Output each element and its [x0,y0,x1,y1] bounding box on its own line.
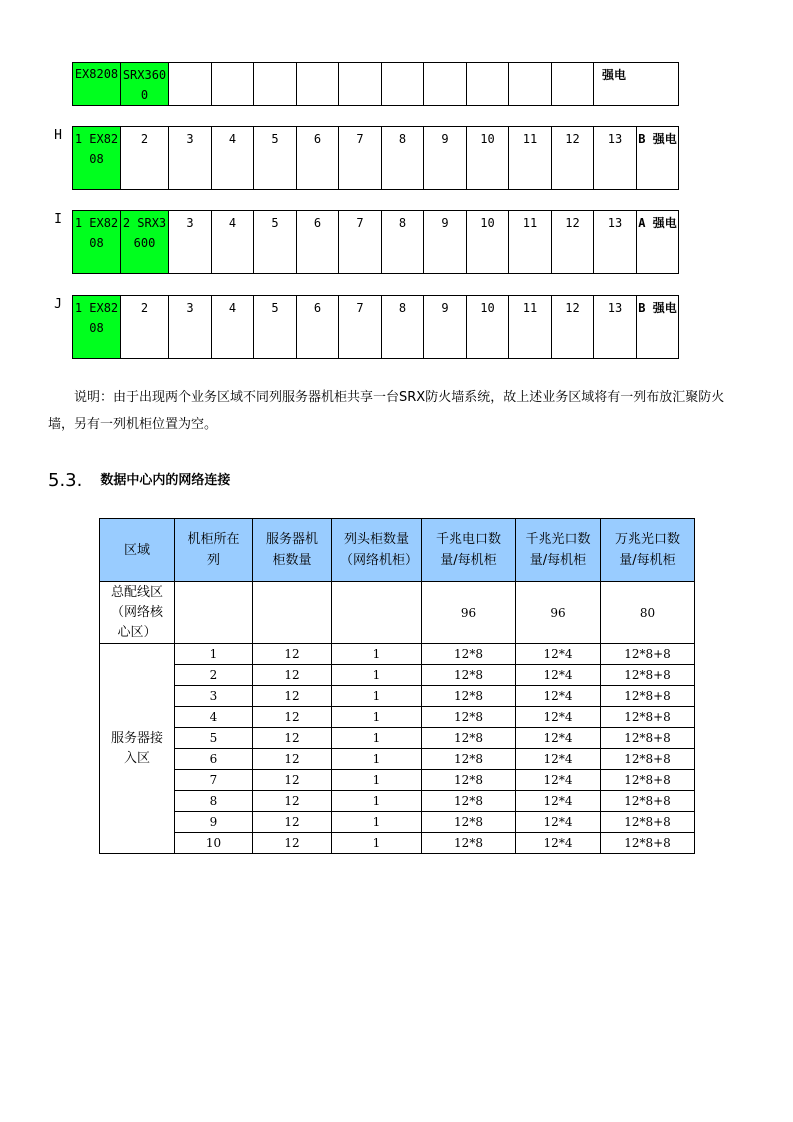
rack-cell: 4 [212,211,254,274]
table-cell: 12*8+8 [601,812,695,833]
rack-cell: 1 EX8208 [73,296,121,359]
rack-cell: 10 [467,127,509,190]
table-cell [175,582,253,644]
rack-cell: 2 [121,296,169,359]
table-cell [253,582,332,644]
column-header: 区域 [100,519,175,582]
table-cell: 3 [175,686,253,707]
table-cell: 12*8+8 [601,707,695,728]
table-cell: 12*8+8 [601,791,695,812]
table-cell: 12*4 [516,812,601,833]
table-cell: 12*4 [516,833,601,854]
rack-cell: 2 SRX3600 [121,211,169,274]
table-cell: 12*8+8 [601,749,695,770]
table-row [100,833,695,854]
rack-cell: 12 [552,211,594,274]
table-cell: 12 [253,644,332,665]
table-cell: 12*8 [422,707,516,728]
table-cell: 1 [332,770,422,791]
rack-row-top [72,62,678,106]
table-cell: 1 [332,665,422,686]
rack-power-cell: A 强电 [637,211,679,274]
rack-cell [552,63,594,106]
rack-power-cell: B 强电 [637,296,679,359]
table-cell: 7 [175,770,253,791]
rack-cell: 11 [509,127,552,190]
rack-cell: 6 [297,127,339,190]
table-row [100,665,695,686]
rack-cell: 4 [212,296,254,359]
rack-cell: 3 [169,211,212,274]
table-row [100,749,695,770]
rack-cell [297,63,339,106]
rack-cell: EX8208 [73,63,121,106]
rack-row-j [54,295,678,359]
section-title: 数据中心内的网络连接 [100,473,231,488]
rack-cell [467,63,509,106]
table-cell: 96 [516,582,601,644]
rack-cell: 2 [121,127,169,190]
table-row [100,728,695,749]
rack-row-label: H [54,128,62,143]
rack-cell: SRX3600 [121,63,169,106]
table-row [100,770,695,791]
table-cell: 4 [175,707,253,728]
table-cell: 6 [175,749,253,770]
table-cell: 12*8 [422,665,516,686]
table-cell: 12*8 [422,833,516,854]
table-row [100,686,695,707]
rack-cell: 11 [509,211,552,274]
table-row [100,644,695,665]
rack-power-cell: B 强电 [637,127,679,190]
column-header: 千兆光口数量/每机柜 [516,519,601,582]
table-cell: 1 [332,686,422,707]
table-cell: 12 [253,707,332,728]
table-cell: 12*8 [422,770,516,791]
table-cell: 12*4 [516,791,601,812]
rack-cell: 12 [552,127,594,190]
rack-power-cell: 强电 [594,63,679,106]
table-cell: 12 [253,728,332,749]
table-cell: 1 [332,833,422,854]
table-row [100,791,695,812]
table-cell: 12*8+8 [601,665,695,686]
table-cell: 12*4 [516,644,601,665]
table-cell: 12 [253,686,332,707]
table-cell: 1 [332,707,422,728]
table-cell: 1 [332,644,422,665]
table-cell: 1 [332,791,422,812]
table-cell: 2 [175,665,253,686]
table-row [100,812,695,833]
table-cell: 12 [253,770,332,791]
rack-cell [382,63,424,106]
table-cell [332,582,422,644]
column-header: 千兆电口数量/每机柜 [422,519,516,582]
table-cell: 12*4 [516,749,601,770]
rack-table [72,126,679,190]
table-cell: 12*8+8 [601,686,695,707]
table-cell: 12 [253,833,332,854]
table-cell: 80 [601,582,695,644]
table-cell: 12*8+8 [601,644,695,665]
table-header-row [100,519,695,582]
rack-cell: 6 [297,296,339,359]
table-cell: 10 [175,833,253,854]
rack-cell: 9 [424,127,467,190]
rack-row-i [54,210,678,274]
rack-cell: 13 [594,127,637,190]
rack-cell: 9 [424,296,467,359]
rack-cell: 6 [297,211,339,274]
rack-cell: 5 [254,211,297,274]
column-header: 机柜所在列 [175,519,253,582]
table-cell: 9 [175,812,253,833]
rack-cell: 1 EX8208 [73,127,121,190]
rack-table [72,295,679,359]
rack-cell: 12 [552,296,594,359]
rack-table [72,210,679,274]
table-cell: 12*8 [422,791,516,812]
rack-cell [254,63,297,106]
table-cell: 12 [253,665,332,686]
rack-cell: 7 [339,127,382,190]
section-number: 5.3. [48,470,83,491]
rack-cell: 9 [424,211,467,274]
rack-cell: 10 [467,211,509,274]
rack-table [72,62,679,106]
table-cell: 96 [422,582,516,644]
rack-cell [169,63,212,106]
table-cell: 12*4 [516,686,601,707]
rack-cell: 8 [382,296,424,359]
table-row-core [100,582,695,644]
table-cell: 12*8+8 [601,833,695,854]
network-table [99,518,695,854]
rack-cell: 3 [169,127,212,190]
rack-cell: 1 EX8208 [73,211,121,274]
rack-cell: 10 [467,296,509,359]
column-header: 列头柜数量（网络机柜） [332,519,422,582]
rack-cell: 5 [254,296,297,359]
rack-cell: 11 [509,296,552,359]
rack-cell [424,63,467,106]
rack-cell [212,63,254,106]
table-cell: 12 [253,749,332,770]
rack-cell [339,63,382,106]
rack-cell: 13 [594,211,637,274]
rack-cell: 4 [212,127,254,190]
table-cell: 12*8 [422,749,516,770]
rack-cell: 3 [169,296,212,359]
table-cell: 1 [175,644,253,665]
table-cell: 12*4 [516,665,601,686]
rack-cell [509,63,552,106]
table-cell: 8 [175,791,253,812]
section-heading [48,470,230,491]
table-cell: 5 [175,728,253,749]
rack-cell: 5 [254,127,297,190]
table-cell: 12*4 [516,707,601,728]
column-header: 万兆光口数量/每机柜 [601,519,695,582]
rack-cell: 7 [339,296,382,359]
table-cell: 12 [253,812,332,833]
table-cell: 12*8 [422,812,516,833]
table-cell: 12 [253,791,332,812]
table-cell: 12*8 [422,728,516,749]
table-cell: 1 [332,728,422,749]
rack-cell: 8 [382,127,424,190]
table-cell: 12*8+8 [601,728,695,749]
rack-row-label: I [54,212,62,227]
table-cell: 12*4 [516,770,601,791]
rack-cell: 7 [339,211,382,274]
table-cell: 12*8 [422,686,516,707]
table-cell: 12*4 [516,728,601,749]
table-cell: 12*8 [422,644,516,665]
zone-core: 总配线区（网络核心区） [100,582,175,644]
rack-cell: 8 [382,211,424,274]
rack-cell: 13 [594,296,637,359]
zone-server-access: 服务器接入区 [100,644,175,854]
table-cell: 1 [332,749,422,770]
rack-row-h [54,126,678,190]
note-paragraph: 说明：由于出现两个业务区域不同列服务器机柜共享一台SRX防火墙系统，故上述业务区域将有一列布放汇聚防火墙，另有一列机柜位置为空。 [48,390,725,432]
column-header: 服务器机柜数量 [253,519,332,582]
table-cell: 1 [332,812,422,833]
table-row [100,707,695,728]
table-cell: 12*8+8 [601,770,695,791]
rack-row-label: J [54,297,62,312]
